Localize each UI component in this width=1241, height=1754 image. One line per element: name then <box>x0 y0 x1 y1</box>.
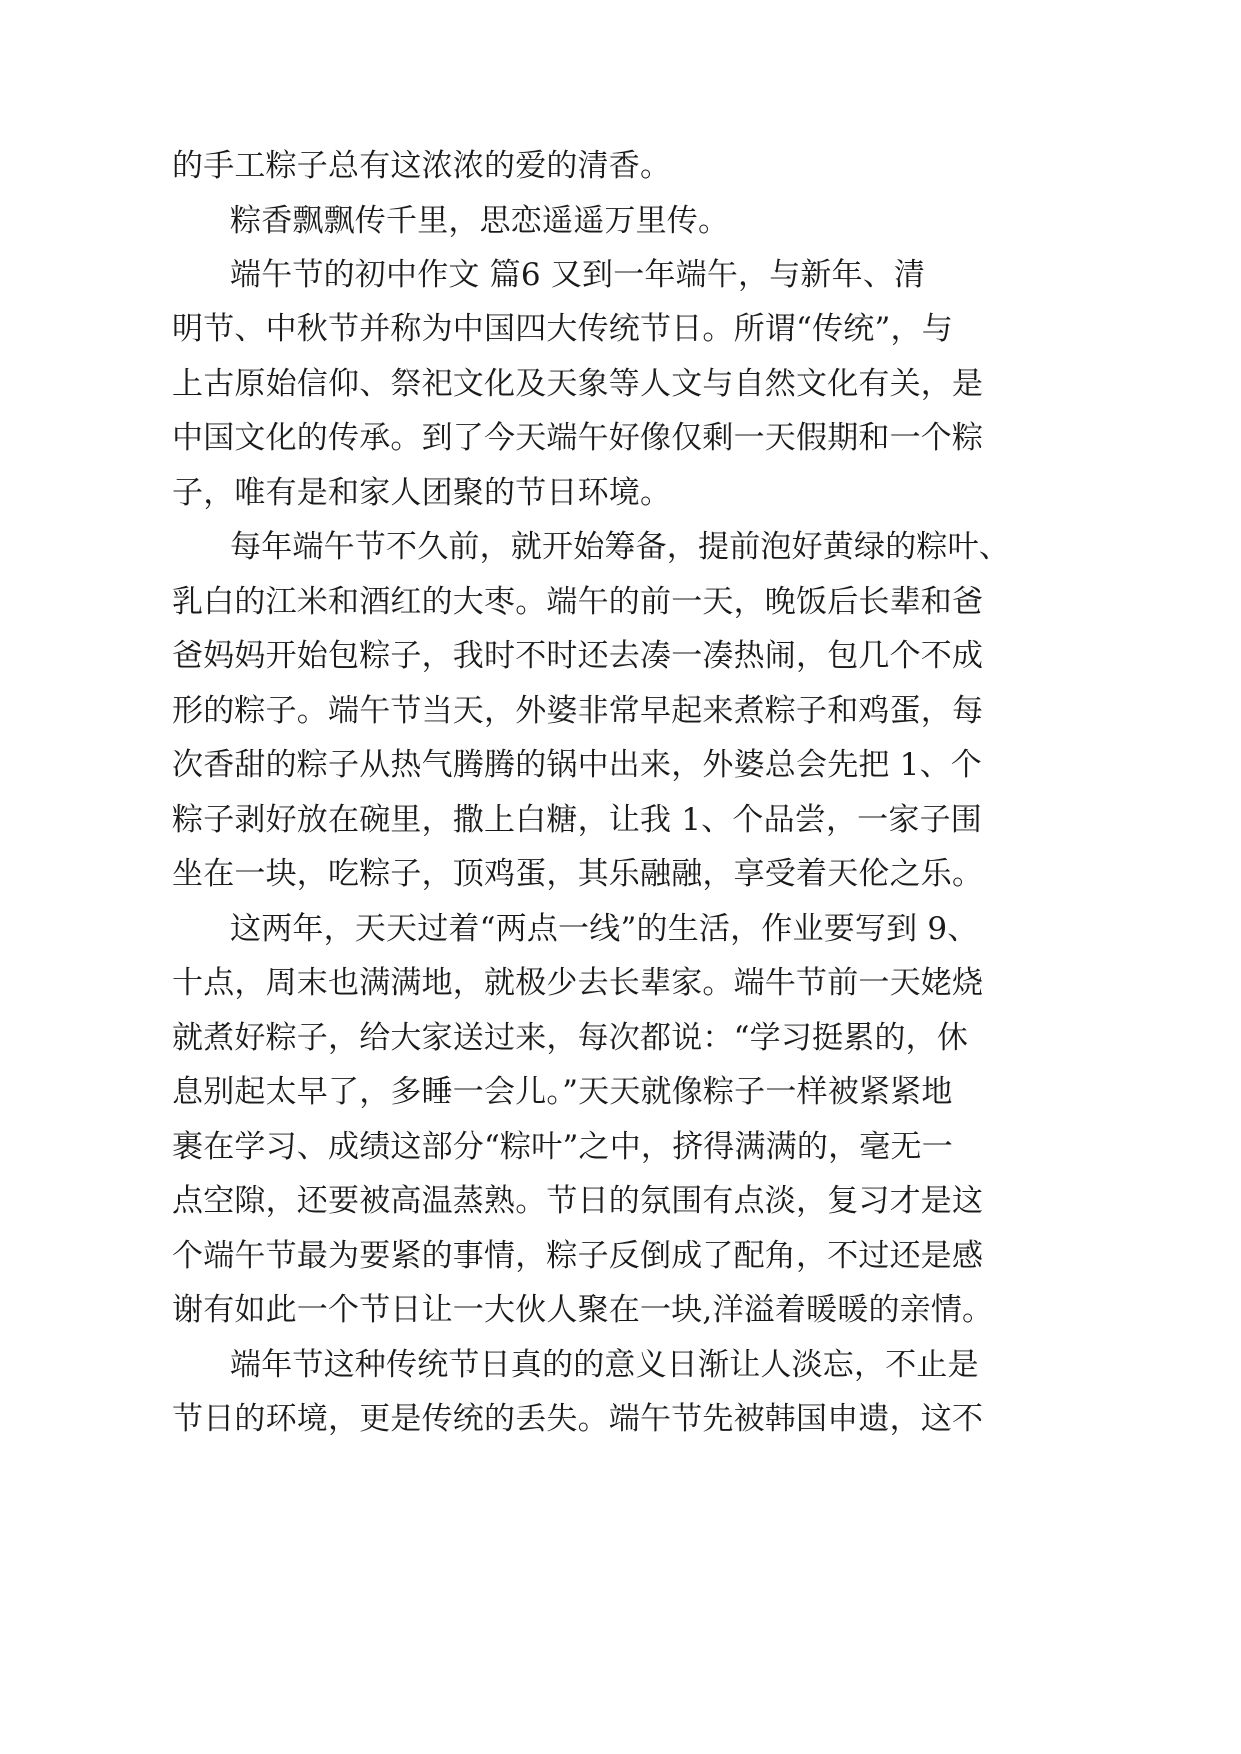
text-line: 爸妈妈开始包粽子，我时不时还去凑一凑热闹，包几个不成 <box>172 638 984 674</box>
text-line: 的手工粽子总有这浓浓的爱的清香。 <box>172 148 672 184</box>
text-line: 端年节这种传统节日真的的意义日渐让人淡忘，不止是 <box>230 1347 979 1383</box>
text-line: 粽香飘飘传千里，思恋遥遥万里传。 <box>230 203 730 239</box>
text-line: 上古原始信仰、祭祀文化及天象等人文与自然文化有关，是 <box>172 366 984 402</box>
text-line: 每年端午节不久前，就开始筹备，提前泡好黄绿的粽叶、 <box>230 529 1010 565</box>
text-line: 十点，周末也满满地，就极少去长辈家。端牛节前一天姥烧 <box>172 965 984 1001</box>
text-line: 明节、中秋节并称为中国四大传统节日。所谓“传统”，与 <box>172 311 953 347</box>
text-line: 裹在学习、成绩这部分“粽叶”之中，挤得满满的，毫无一 <box>172 1129 953 1165</box>
text-line: 这两年，天天过着“两点一线”的生活，作业要写到 9、 <box>230 911 979 947</box>
text-line: 息别起太早了，多睡一会儿。”天天就像粽子一样被紧紧地 <box>172 1074 953 1110</box>
text-line: 乳白的江米和酒红的大枣。端午的前一天，晚饭后长辈和爸 <box>172 584 984 620</box>
text-line: 形的粽子。端午节当天，外婆非常早起来煮粽子和鸡蛋，每 <box>172 693 984 729</box>
text-line: 个端午节最为要紧的事情，粽子反倒成了配角，不过还是感 <box>172 1238 984 1274</box>
text-line: 坐在一块，吃粽子，顶鸡蛋，其乐融融，享受着天伦之乐。 <box>172 856 984 892</box>
text-line: 子，唯有是和家人团聚的节日环境。 <box>172 475 672 511</box>
text-line: 点空隙，还要被高温蒸熟。节日的氛围有点淡，复习才是这 <box>172 1183 984 1219</box>
text-line: 节日的环境，更是传统的丢失。端午节先被韩国申遗，这不 <box>172 1401 984 1437</box>
text-line: 端午节的初中作文 篇6 又到一年端午，与新年、清 <box>230 257 926 293</box>
text-line: 次香甜的粽子从热气腾腾的锅中出来，外婆总会先把 1、个 <box>172 747 982 783</box>
text-line: 就煮好粽子，给大家送过来，每次都说：“学习挺累的，休 <box>172 1020 969 1056</box>
text-line: 中国文化的传承。到了今天端午好像仅剩一天假期和一个粽 <box>172 420 984 456</box>
text-line: 谢有如此一个节日让一大伙人聚在一块,洋溢着暖暖的亲情。 <box>172 1292 994 1328</box>
text-line: 粽子剥好放在碗里，撒上白糖，让我 1、个品尝，一家子围 <box>172 802 982 838</box>
